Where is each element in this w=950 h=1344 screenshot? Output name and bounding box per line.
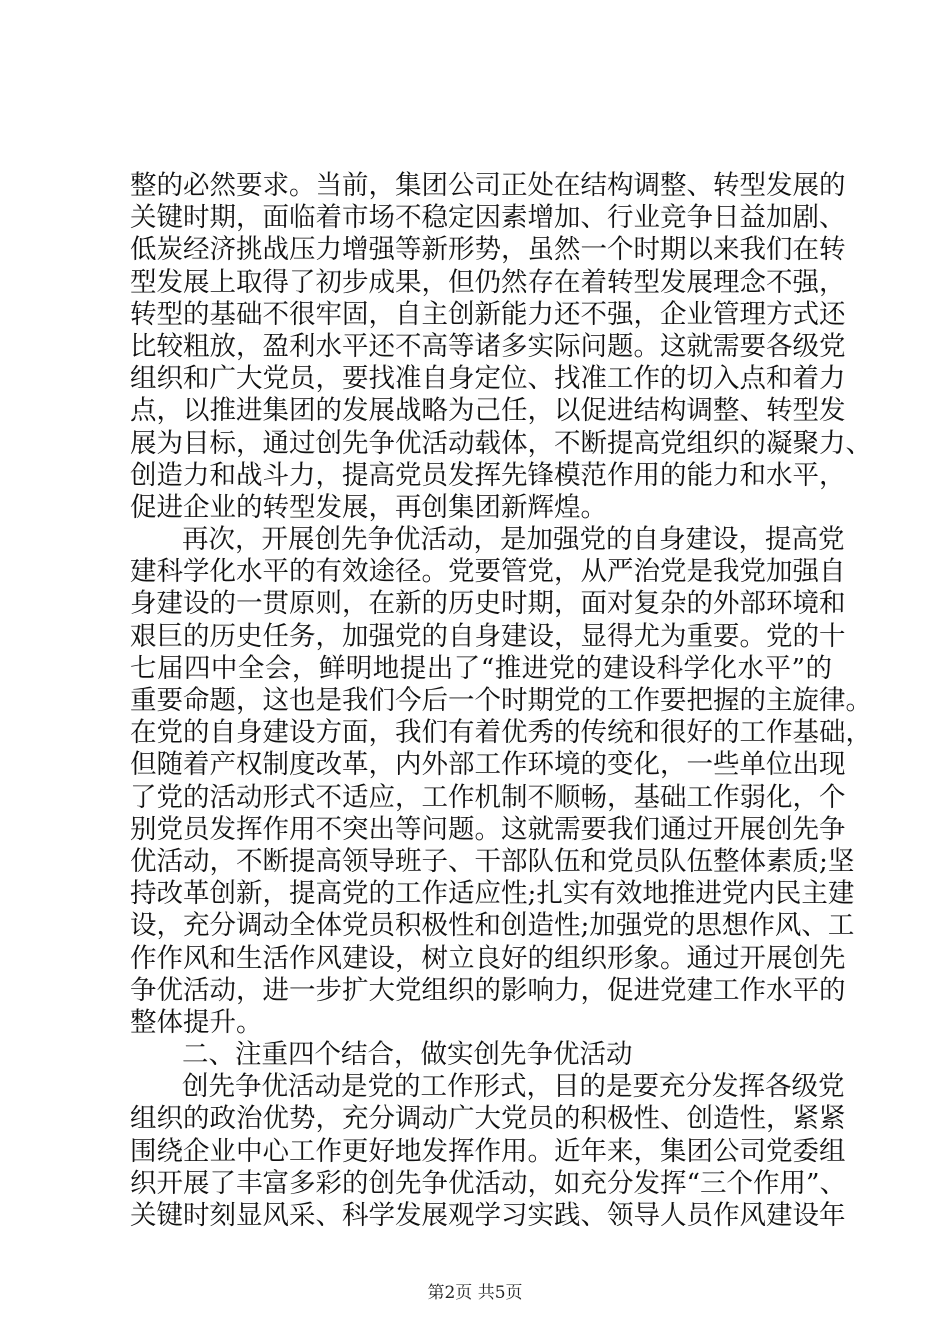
text-line: 争优活动，进一步扩大党组织的影响力，促进党建工作水平的 [130,974,846,1006]
text-line: 持改革创新，提高党的工作适应性;扎实有效地推进党内民主建 [130,878,855,910]
text-line: 创造力和战斗力，提高党员发挥先锋模范作用的能力和水平， [130,459,846,491]
text-line: 织开展了丰富多彩的创先争优活动，如充分发挥“三个作用”、 [130,1167,847,1199]
text-line: 身建设的一贯原则，在新的历史时期，面对复杂的外部环境和 [130,588,846,620]
text-line: 建科学化水平的有效途径。党要管党，从严治党是我党加强自 [130,556,846,588]
text-line: 创先争优活动是党的工作形式，目的是要充分发挥各级党 [182,1071,845,1103]
text-line: 整的必然要求。当前，集团公司正处在结构调整、转型发展的 [130,170,846,201]
text-line: 在党的自身建设方面，我们有着优秀的传统和很好的工作基础， [130,717,872,749]
text-line: 转型的基础不很牢固，自主创新能力还不强，企业管理方式还 [130,298,846,330]
text-line: 艰巨的历史任务，加强党的自身建设，显得尤为重要。党的十 [130,620,846,652]
text-line: 再次，开展创先争优活动，是加强党的自身建设，提高党 [182,524,845,556]
text-line: 重要命题，这也是我们今后一个时期党的工作要把握的主旋律。 [130,685,872,716]
text-line: 设，充分调动全体党员积极性和创造性;加强党的思想作风、工 [130,910,855,942]
text-line: 整体提升。 [130,1006,263,1038]
text-line: 了党的活动形式不适应，工作机制不顺畅，基础工作弱化，个 [130,781,846,813]
text-line: 作作风和生活作风建设，树立良好的组织形象。通过开展创先 [130,942,846,974]
text-line: 但随着产权制度改革，内外部工作环境的变化，一些单位出现 [130,749,846,781]
page-footer: 第2页 共5页 [427,1283,523,1303]
text-line: 点，以推进集团的发展战略为己任，以促进结构调整、转型发 [130,395,846,427]
text-line: 围绕企业中心工作更好地发挥作用。近年来，集团公司党委组 [130,1135,846,1167]
text-line: 七届四中全会，鲜明地提出了“推进党的建设科学化水平”的 [130,652,832,684]
text-line: 二、注重四个结合，做实创先争优活动 [182,1039,633,1071]
text-line: 型发展上取得了初步成果，但仍然存在着转型发展理念不强， [130,266,846,298]
text-line: 优活动，不断提高领导班子、干部队伍和党员队伍整体素质;坚 [130,845,855,877]
text-line: 促进企业的转型发展，再创集团新辉煌。 [130,491,607,523]
text-line: 关键时刻显风采、科学发展观学习实践、领导人员作风建设年 [130,1200,846,1231]
text-line: 关键时期，面临着市场不稳定因素增加、行业竞争日益加剧、 [130,202,846,234]
document-body [130,170,872,1232]
text-line: 展为目标，通过创先争优活动载体，不断提高党组织的凝聚力、 [130,427,872,459]
text-line: 别党员发挥作用不突出等问题。这就需要我们通过开展创先争 [130,813,846,845]
text-line: 低炭经济挑战压力增强等新形势，虽然一个时期以来我们在转 [130,234,846,266]
text-line: 比较粗放，盈利水平还不高等诸多实际问题。这就需要各级党 [130,330,846,362]
text-line: 组织和广大党员，要找准自身定位、找准工作的切入点和着力 [130,363,846,395]
text-line: 组织的政治优势，充分调动广大党员的积极性、创造性，紧紧 [130,1103,846,1135]
